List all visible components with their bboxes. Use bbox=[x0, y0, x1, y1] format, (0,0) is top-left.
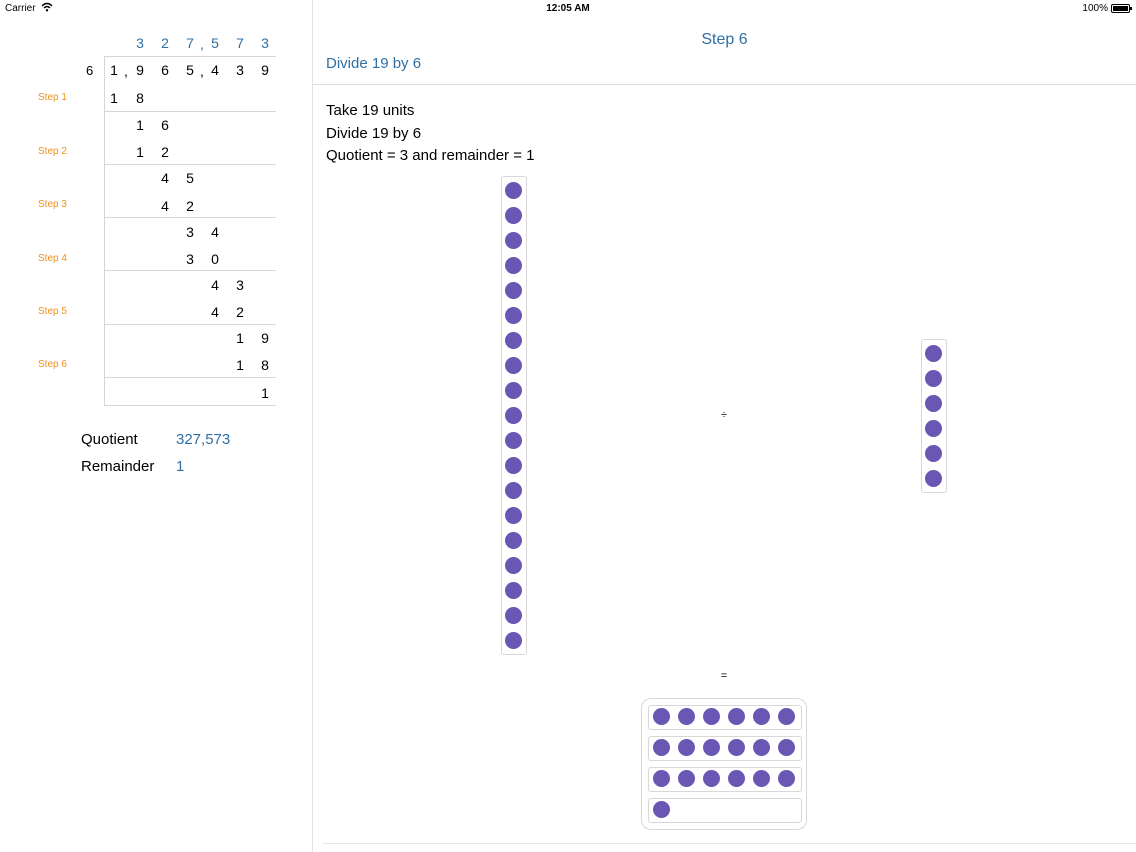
unit-dot bbox=[505, 257, 522, 274]
step-label: Step 2 bbox=[38, 146, 67, 157]
unit-dot bbox=[505, 482, 522, 499]
quotient-value: 327,573 bbox=[176, 431, 231, 448]
step-label: Step 5 bbox=[38, 306, 67, 317]
bottom-divider bbox=[323, 843, 1136, 844]
unit-dot bbox=[703, 770, 720, 787]
dividend-digit: 9 bbox=[261, 62, 269, 78]
unit-dot bbox=[753, 708, 770, 725]
working-digit: 2 bbox=[236, 304, 244, 320]
unit-dot bbox=[925, 370, 942, 387]
unit-dot bbox=[653, 801, 670, 818]
header-divider bbox=[313, 84, 1136, 85]
division-rule bbox=[104, 324, 276, 325]
result-group-row bbox=[648, 798, 802, 823]
working-digit: 6 bbox=[161, 117, 169, 133]
working-digit: 3 bbox=[186, 251, 194, 267]
result-group-row bbox=[648, 705, 802, 730]
unit-dot bbox=[505, 457, 522, 474]
unit-dot bbox=[505, 632, 522, 649]
quotient-digit: 2 bbox=[161, 35, 169, 51]
unit-dot bbox=[778, 708, 795, 725]
step-label: Step 3 bbox=[38, 199, 67, 210]
unit-dot bbox=[778, 739, 795, 756]
working-digit: 1 bbox=[136, 117, 144, 133]
unit-dot bbox=[703, 708, 720, 725]
working-digit: 9 bbox=[261, 330, 269, 346]
explanation-line-2: Divide 19 by 6 bbox=[326, 125, 422, 142]
unit-dot bbox=[678, 708, 695, 725]
unit-dot bbox=[505, 282, 522, 299]
division-rule bbox=[104, 270, 276, 271]
dividend-comma: , bbox=[124, 63, 128, 79]
division-rule bbox=[104, 405, 276, 406]
clock: 12:05 AM bbox=[546, 3, 590, 14]
unit-dot bbox=[778, 770, 795, 787]
remainder-label: Remainder bbox=[81, 458, 155, 475]
unit-dot bbox=[753, 770, 770, 787]
working-digit: 2 bbox=[161, 144, 169, 160]
unit-dot bbox=[505, 382, 522, 399]
unit-dot bbox=[925, 470, 942, 487]
quotient-digit: 7 bbox=[236, 35, 244, 51]
unit-dot bbox=[653, 708, 670, 725]
unit-dot bbox=[728, 770, 745, 787]
step-subtitle: Divide 19 by 6 bbox=[326, 55, 422, 72]
step-title: Step 6 bbox=[701, 31, 748, 48]
working-digit: 1 bbox=[110, 90, 118, 106]
working-digit: 4 bbox=[161, 170, 169, 186]
step-label: Step 4 bbox=[38, 253, 67, 264]
quotient-digit: 7 bbox=[186, 35, 194, 51]
unit-dot bbox=[505, 207, 522, 224]
division-rule bbox=[104, 164, 276, 165]
quotient-digit: 5 bbox=[211, 35, 219, 51]
explanation-line-1: Take 19 units bbox=[326, 102, 415, 119]
unit-dot bbox=[505, 607, 522, 624]
explanation-line-3: Quotient = 3 and remainder = 1 bbox=[326, 147, 535, 164]
working-digit: 0 bbox=[211, 251, 219, 267]
divide-symbol: ÷ bbox=[720, 409, 728, 421]
quotient-comma: , bbox=[200, 36, 204, 52]
dividend-digit: 4 bbox=[211, 62, 219, 78]
result-groups bbox=[641, 698, 807, 830]
step-label: Step 6 bbox=[38, 359, 67, 370]
unit-dot bbox=[925, 395, 942, 412]
unit-dot bbox=[653, 739, 670, 756]
working-digit: 1 bbox=[136, 144, 144, 160]
unit-dot bbox=[925, 445, 942, 462]
long-division-panel bbox=[0, 0, 312, 852]
unit-dot bbox=[505, 332, 522, 349]
unit-dot bbox=[728, 739, 745, 756]
working-digit: 4 bbox=[161, 198, 169, 214]
division-rule bbox=[104, 217, 276, 218]
quotient-digit: 3 bbox=[136, 35, 144, 51]
result-group-row bbox=[648, 767, 802, 792]
unit-dot bbox=[505, 582, 522, 599]
unit-dot bbox=[505, 182, 522, 199]
unit-dot bbox=[505, 507, 522, 524]
unit-dot bbox=[653, 770, 670, 787]
working-digit: 4 bbox=[211, 224, 219, 240]
unit-dot bbox=[505, 307, 522, 324]
working-digit: 8 bbox=[136, 90, 144, 106]
unit-dot bbox=[505, 532, 522, 549]
unit-dot bbox=[505, 357, 522, 374]
dividend-digit: 1 bbox=[110, 62, 118, 78]
working-digit: 4 bbox=[211, 277, 219, 293]
dividend-digit: 6 bbox=[161, 62, 169, 78]
working-digit: 1 bbox=[236, 357, 244, 373]
working-digit: 8 bbox=[261, 357, 269, 373]
unit-dot bbox=[728, 708, 745, 725]
unit-dot bbox=[505, 232, 522, 249]
dividend-digit: 9 bbox=[136, 62, 144, 78]
step-label: Step 1 bbox=[38, 92, 67, 103]
unit-dot bbox=[678, 739, 695, 756]
unit-dot bbox=[925, 420, 942, 437]
working-digit: 1 bbox=[236, 330, 244, 346]
working-digit: 5 bbox=[186, 170, 194, 186]
dividend-digit: 3 bbox=[236, 62, 244, 78]
unit-dot bbox=[505, 432, 522, 449]
working-digit: 3 bbox=[186, 224, 194, 240]
result-group-row bbox=[648, 736, 802, 761]
working-digit: 4 bbox=[211, 304, 219, 320]
unit-dot bbox=[753, 739, 770, 756]
unit-dot bbox=[678, 770, 695, 787]
divisor-units-column bbox=[921, 339, 947, 493]
quotient-label: Quotient bbox=[81, 431, 138, 448]
working-digit: 3 bbox=[236, 277, 244, 293]
step-detail-panel bbox=[313, 0, 1136, 852]
unit-dot bbox=[505, 557, 522, 574]
division-rule bbox=[104, 56, 276, 57]
division-rule bbox=[104, 111, 276, 112]
divisor: 6 bbox=[86, 63, 94, 78]
division-rule bbox=[104, 377, 276, 378]
unit-dot bbox=[505, 407, 522, 424]
dividend-comma: , bbox=[200, 63, 204, 79]
unit-dot bbox=[925, 345, 942, 362]
working-digit: 2 bbox=[186, 198, 194, 214]
quotient-digit: 3 bbox=[261, 35, 269, 51]
dividend-units-column bbox=[501, 176, 527, 655]
equals-symbol: = bbox=[720, 670, 728, 682]
working-digit: 1 bbox=[261, 385, 269, 401]
remainder-value: 1 bbox=[176, 458, 185, 475]
unit-dot bbox=[703, 739, 720, 756]
battery-percent: 100% bbox=[1082, 3, 1108, 14]
dividend-digit: 5 bbox=[186, 62, 194, 78]
division-bracket-line bbox=[104, 56, 105, 406]
carrier-label: Carrier bbox=[5, 3, 36, 14]
